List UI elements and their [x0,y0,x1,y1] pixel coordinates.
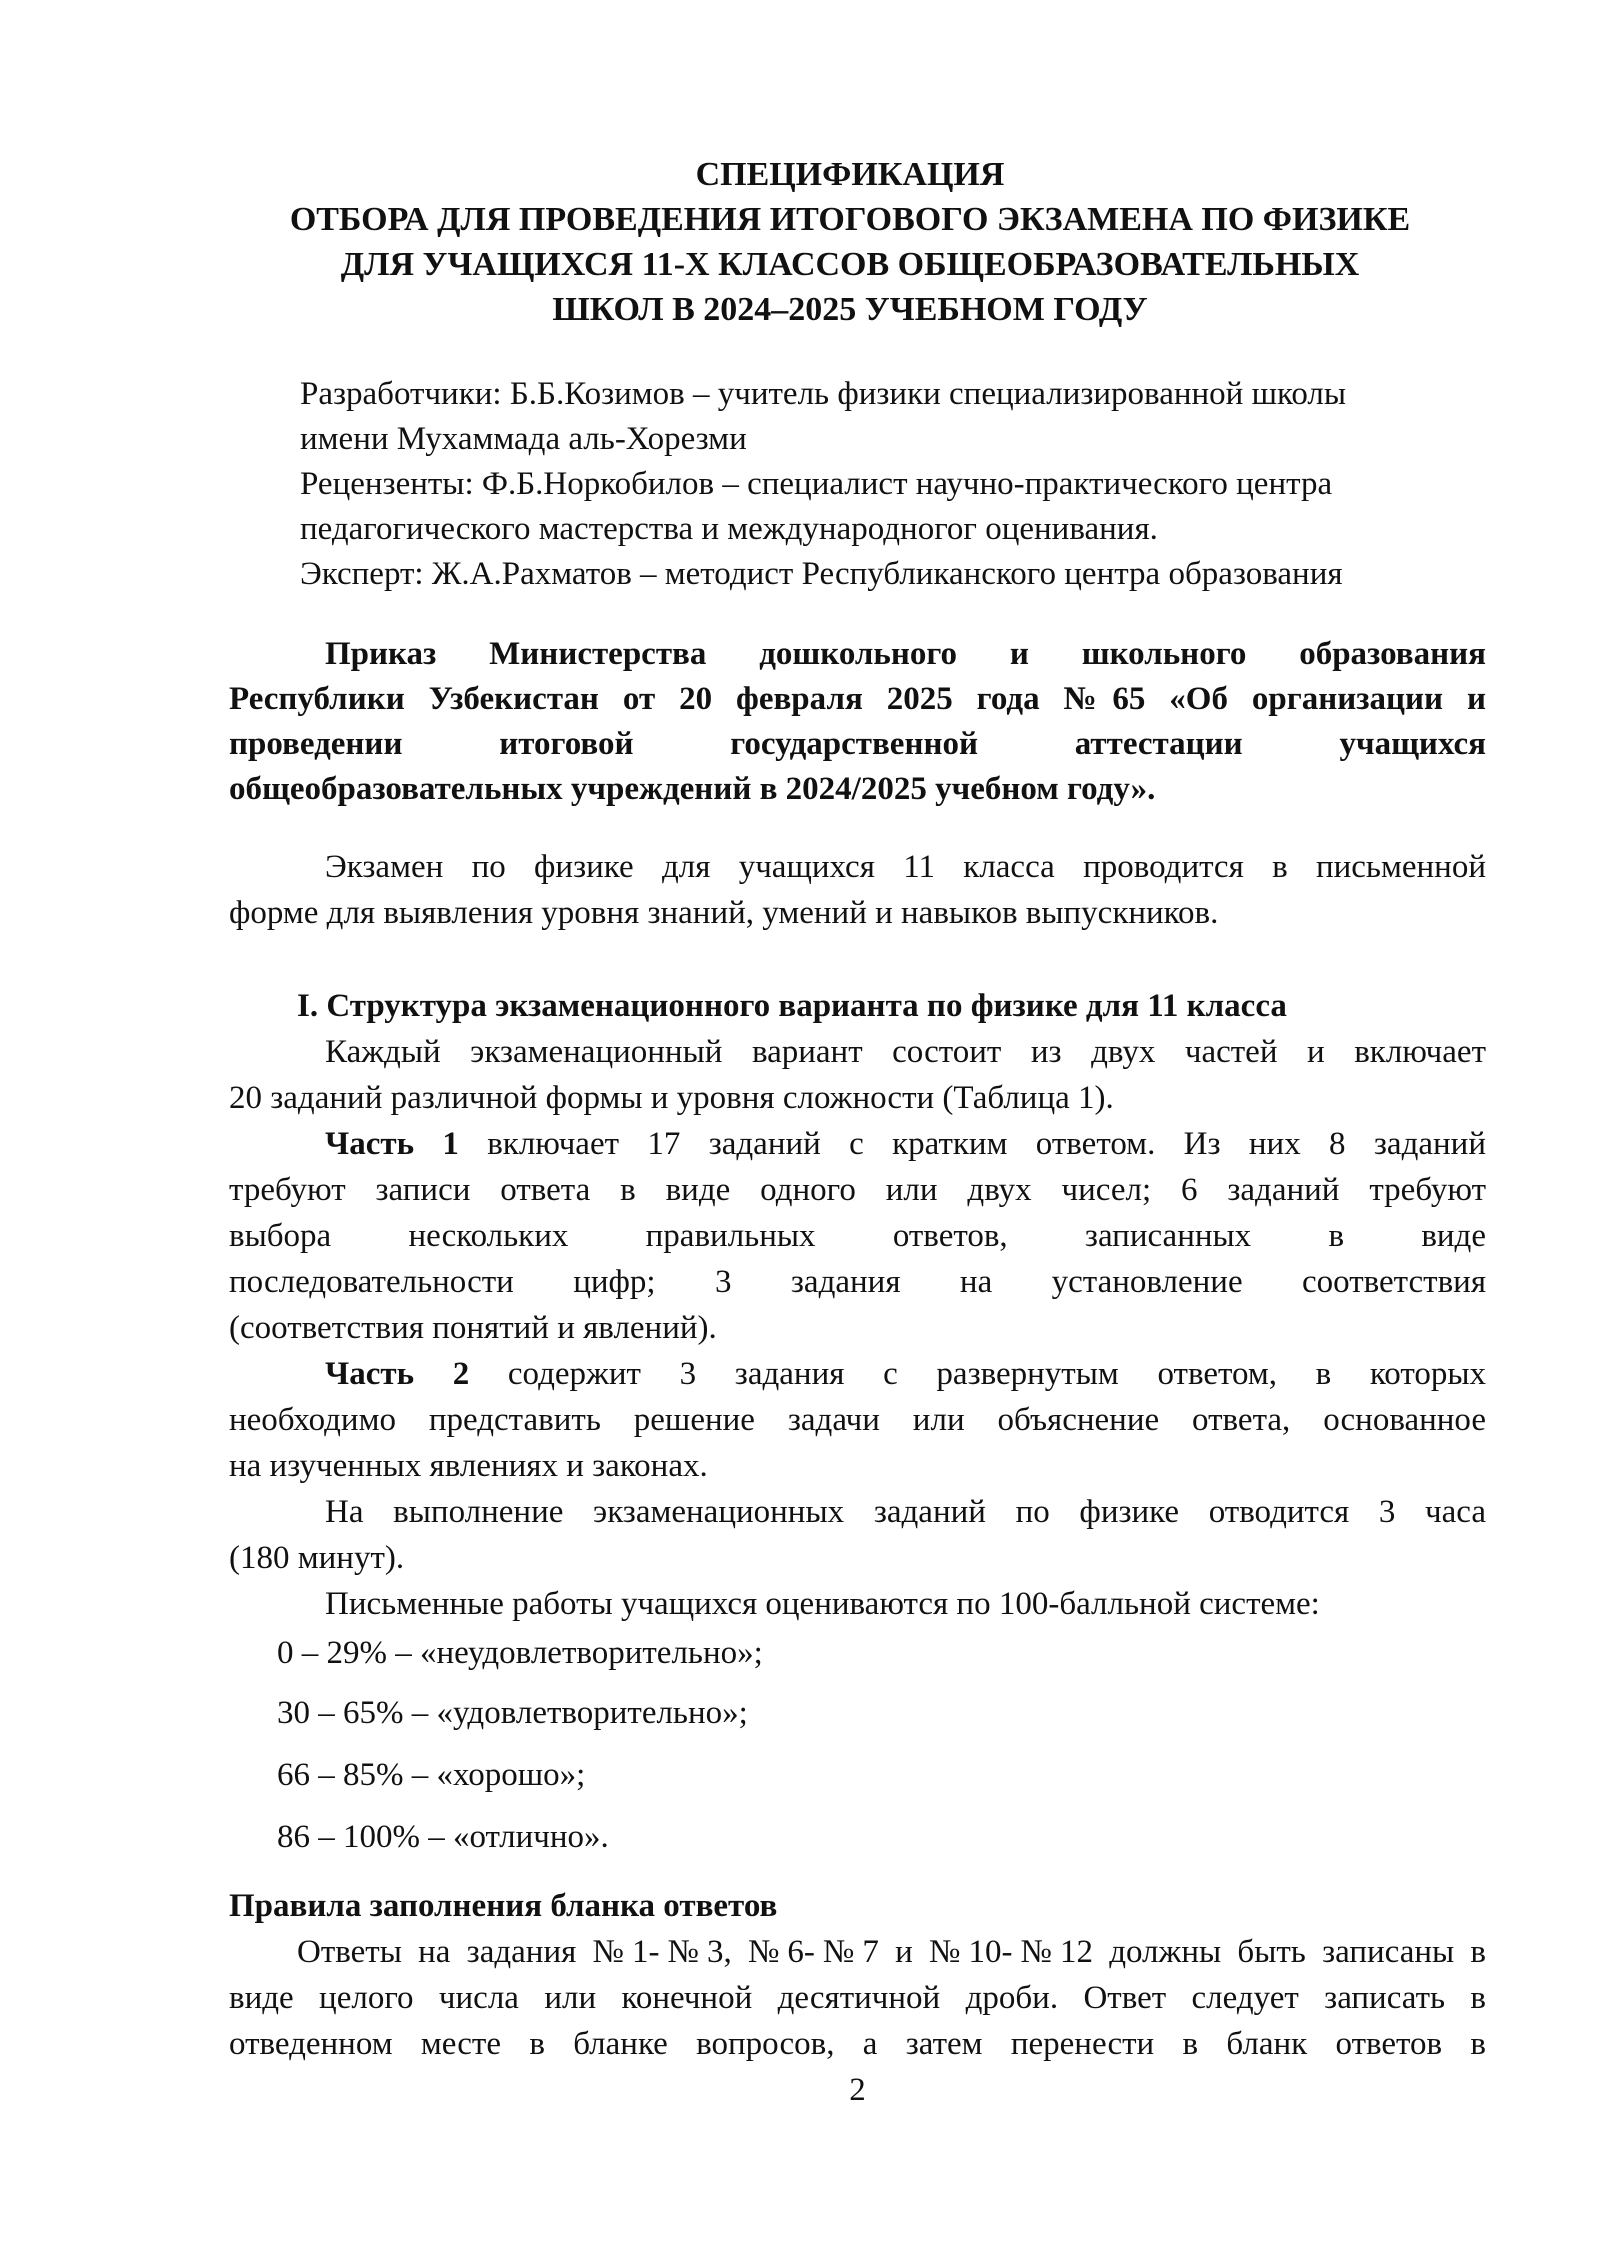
title-line-4: ШКОЛ В 2024–2025 УЧЕБНОМ ГОДУ [552,291,1148,328]
part-2-label: Часть 2 [325,1356,470,1392]
time-line-2: (180 минут). [229,1540,405,1576]
intro-paragraph [229,844,1486,936]
rules-line-2: виде целого числа или конечной десятичной дроби. Ответ следует записать в [229,1980,1486,2016]
part-2-line-1 [229,1351,1486,1397]
reviewers-line-1: Рецензенты: Ф.Б.Норкобилов – специалист научно-практического центра [300,466,1333,502]
part-1-line-3: выбора нескольких правильных ответов, записанных в виде [229,1218,1486,1254]
developers-line-1: Разработчики: Б.Б.Козимов – учитель физики специализированной школы [300,376,1347,412]
grade-item: 86 – 100% – «отлично». [277,1819,609,1855]
part-1-line-5: (соответствия понятий и явлений). [229,1310,717,1346]
developers-line-2: имени Мухаммада аль-Хорезми [300,421,747,457]
page-number: 2 [849,2072,866,2108]
part-1-line-1 [229,1121,1486,1167]
intro-line-2: форме для выявления уровня знаний, умений и навыков выпускников. [229,895,1219,931]
part-2-line-2: необходимо представить решение задачи или объяснение ответа, основанное [229,1402,1486,1438]
order-line-3: проведении итоговой государственной аттестации учащихся [229,726,1486,762]
rules-line-3: отведенном месте в бланке вопросов, а затем перенести в бланк ответов в [229,2026,1486,2062]
order-line-4: общеобразовательных учреждений в 2024/2025 учебном году». [229,771,1156,807]
section-1-p1-line-1: Каждый экзаменационный вариант состоит из двух частей и включает [325,1034,1486,1070]
intro-line-1: Экзамен по физике для учащихся 11 класса проводится в письменной [325,849,1486,885]
rules-section [229,1883,1486,2067]
section-1-heading: I. Структура экзаменационного варианта по физике для 11 класса [297,988,1287,1024]
section-1 [229,983,1486,1627]
order-line-2: Республики Узбекистан от 20 февраля 2025 года №65 «Об организации и [229,681,1486,717]
reviewers-line-2: педагогического мастерства и международногог оценивания. [300,511,1158,547]
title-line-2: ОТБОРА ДЛЯ ПРОВЕДЕНИЯ ИТОГОВОГО ЭКЗАМЕНА ПО ФИЗИКЕ [289,201,1411,238]
grade-item: 0 – 29% – «неудовлетворительно»; [277,1635,763,1671]
order-line-1: Приказ Министерства дошкольного и школьного образования [325,636,1486,672]
section-1-p1-line-2: 20 заданий различной формы и уровня сложности (Таблица 1). [229,1080,1114,1116]
expert-line: Эксперт: Ж.А.Рахматов – методист Республиканского центра образования [300,556,1343,592]
title-line-1: СПЕЦИФИКАЦИЯ [695,156,1005,193]
scoring-line: Письменные работы учащихся оцениваются по 100-балльной системе: [325,1586,1320,1622]
part-2-line-1-text: содержит 3 задания с развернутым ответом, в которых [469,1356,1486,1392]
title-line-3: ДЛЯ УЧАЩИХСЯ 11-Х КЛАССОВ ОБЩЕОБРАЗОВАТЕЛЬНЫХ [340,246,1360,283]
grade-item: 30 – 65% – «удовлетворительно»; [277,1695,748,1731]
credits-block [300,372,1486,597]
grade-item: 66 – 85% – «хорошо»; [277,1757,586,1793]
rules-line-1: Ответы на задания №1-№3, №6-№7 и №10-№12 должны быть записаны в [297,1934,1486,1970]
part-2-line-3: на изученных явлениях и законах. [229,1448,708,1484]
part-1-line-2: требуют записи ответа в виде одного или двух чисел; 6 заданий требуют [229,1172,1486,1208]
part-1-line-4: последовательности цифр; 3 задания на установление соответствия [229,1264,1486,1300]
document-title [0,152,1600,332]
rules-heading: Правила заполнения бланка ответов [229,1888,778,1924]
time-line-1: На выполнение экзаменационных заданий по физике отводится 3 часа [325,1494,1486,1530]
part-1-line-1-text: включает 17 заданий с кратким ответом. Из них 8 заданий [458,1126,1486,1162]
ministry-order [229,632,1486,812]
part-1-label: Часть 1 [325,1126,459,1162]
